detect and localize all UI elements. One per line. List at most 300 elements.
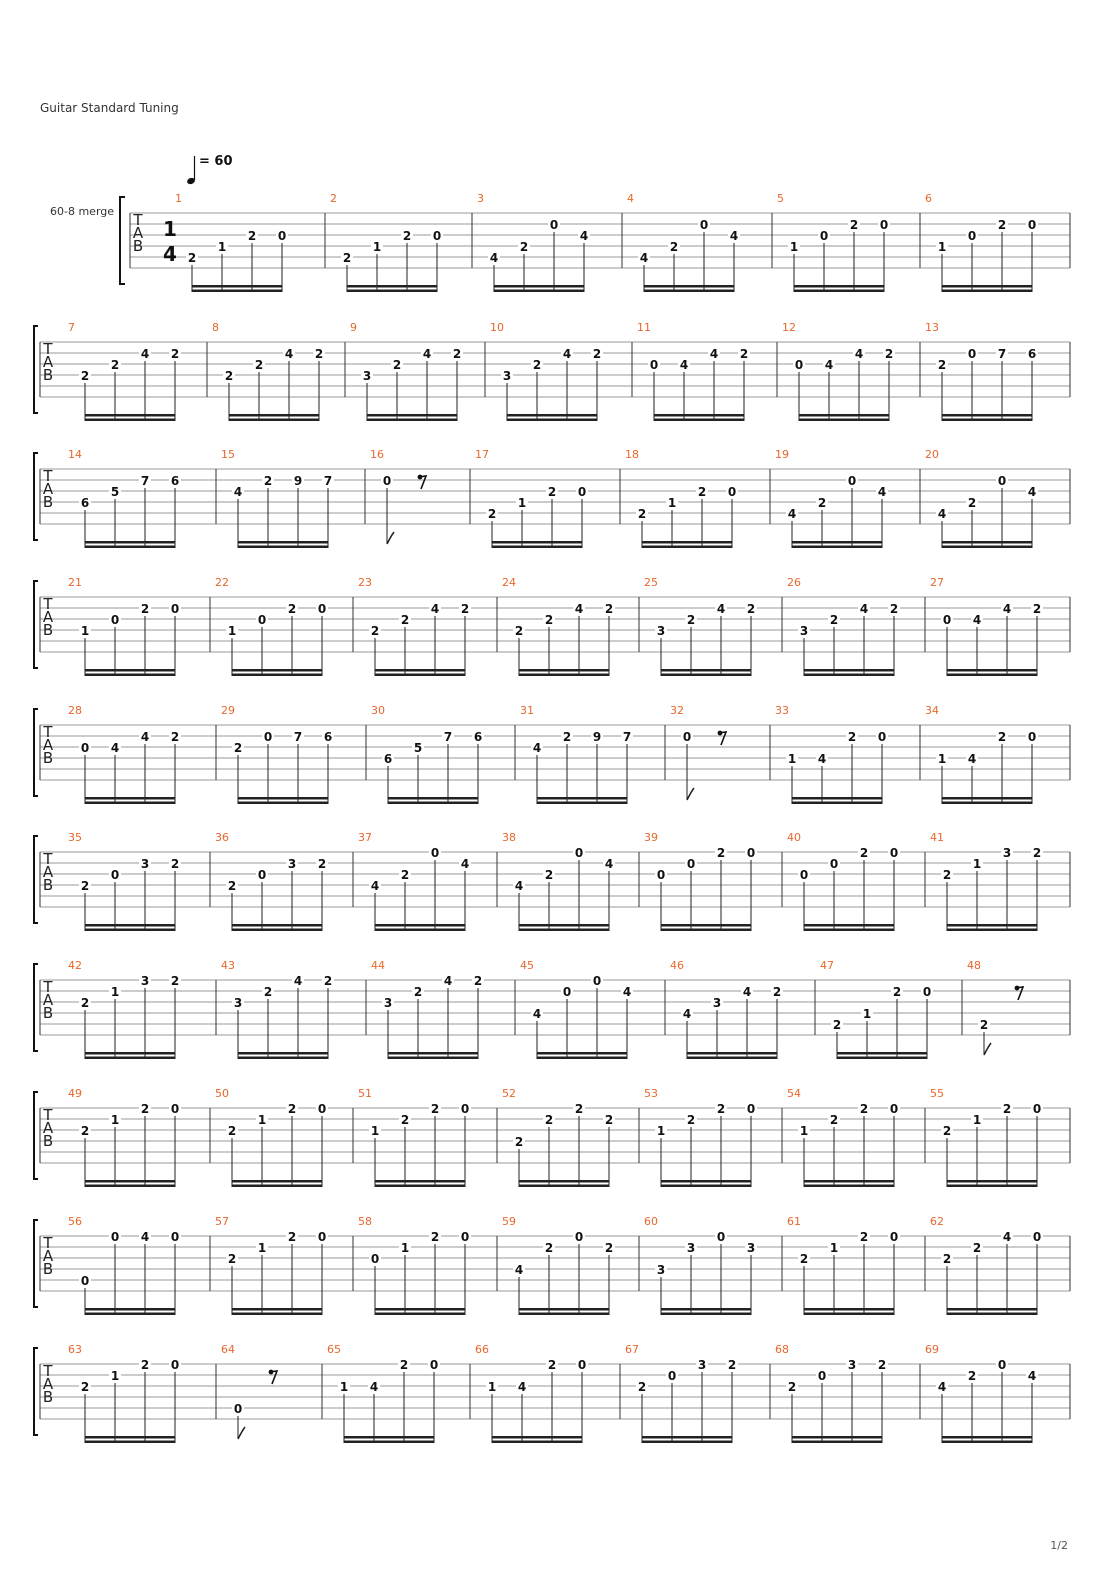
fret-number: 2	[430, 1230, 440, 1244]
fret-number: 0	[257, 868, 267, 882]
beam	[942, 1441, 1032, 1444]
beam	[85, 1185, 175, 1188]
fret-number: 4	[824, 358, 834, 372]
fret-number: 0	[80, 741, 90, 755]
beam	[494, 290, 584, 293]
fret-number: 2	[413, 985, 423, 999]
measure-number: 39	[644, 831, 658, 844]
fret-number: 2	[460, 602, 470, 616]
measure-number: 53	[644, 1087, 658, 1100]
tab-clef-letter: B	[42, 1260, 54, 1278]
beam	[642, 1436, 732, 1439]
beam	[232, 1180, 322, 1183]
beam	[229, 414, 319, 417]
fret-number: 2	[80, 879, 90, 893]
fret-number: 0	[317, 602, 327, 616]
fret-number: 0	[879, 218, 889, 232]
fret-number: 2	[847, 730, 857, 744]
fret-number: 2	[170, 347, 180, 361]
time-signature-bottom: 4	[163, 242, 177, 266]
fret-number: 0	[656, 868, 666, 882]
fret-number: 0	[430, 846, 440, 860]
fret-number: 4	[140, 1230, 150, 1244]
fret-number: 2	[170, 730, 180, 744]
fret-number: 2	[562, 730, 572, 744]
measure-number: 21	[68, 576, 82, 589]
beam	[942, 285, 1032, 288]
fret-number: 2	[716, 1102, 726, 1116]
tab-clef-letter: B	[132, 237, 144, 255]
measure-number: 4	[627, 192, 634, 205]
fret-number: 3	[1002, 846, 1012, 860]
fret-number: 2	[263, 985, 273, 999]
fret-number: 7	[997, 347, 1007, 361]
fret-number: 4	[233, 485, 243, 499]
fret-number: 0	[110, 1230, 120, 1244]
beam	[799, 414, 889, 417]
beam	[947, 1180, 1037, 1183]
fret-number: 2	[519, 240, 529, 254]
beam	[661, 669, 751, 672]
eighth-flag	[687, 788, 694, 800]
beam	[942, 546, 1032, 549]
beam	[232, 1308, 322, 1311]
fret-number: 1	[829, 1241, 839, 1255]
beam	[804, 674, 894, 677]
measure-number: 16	[370, 448, 384, 461]
beam	[85, 419, 175, 422]
fret-number: 3	[697, 1358, 707, 1372]
fret-number: 6	[1027, 347, 1037, 361]
measure-number: 57	[215, 1215, 229, 1228]
fret-number: 0	[562, 985, 572, 999]
fret-number: 2	[799, 1252, 809, 1266]
fret-number: 0	[727, 485, 737, 499]
measure-number: 51	[358, 1087, 372, 1100]
beam	[537, 1052, 627, 1055]
fret-number: 2	[1032, 846, 1042, 860]
fret-number: 2	[997, 730, 1007, 744]
fret-number: 0	[257, 613, 267, 627]
fret-number: 4	[460, 857, 470, 871]
fret-number: 2	[727, 1358, 737, 1372]
measure-number: 65	[327, 1343, 341, 1356]
tab-clef-letter: T	[43, 1106, 53, 1124]
fret-number: 1	[257, 1113, 267, 1127]
fret-number: 0	[577, 1358, 587, 1372]
fret-number: 2	[979, 1018, 989, 1032]
fret-number: 5	[413, 741, 423, 755]
fret-number: 2	[547, 485, 557, 499]
measure-number: 26	[787, 576, 801, 589]
fret-number: 2	[889, 602, 899, 616]
beam	[85, 674, 175, 677]
tab-clef-letter: T	[133, 211, 143, 229]
beam	[507, 419, 597, 422]
beam	[661, 1308, 751, 1311]
measure-number: 68	[775, 1343, 789, 1356]
beam	[375, 669, 465, 672]
fret-number: 3	[686, 1241, 696, 1255]
fret-number: 2	[314, 347, 324, 361]
beam	[804, 1308, 894, 1311]
tab-clef-letter: B	[42, 1388, 54, 1406]
fret-number: 2	[514, 1135, 524, 1149]
beam	[85, 797, 175, 800]
system-bracket	[34, 836, 38, 923]
tab-clef-letter: A	[42, 1247, 54, 1265]
fret-number: 6	[170, 474, 180, 488]
fret-number: 2	[1002, 1102, 1012, 1116]
fret-number: 2	[400, 868, 410, 882]
fret-number: 2	[544, 613, 554, 627]
fret-number: 0	[432, 229, 442, 243]
measure-number: 59	[502, 1215, 516, 1228]
fret-number: 2	[514, 624, 524, 638]
fret-number: 0	[233, 1402, 243, 1416]
beam	[947, 929, 1037, 932]
fret-number: 0	[80, 1274, 90, 1288]
fret-number: 0	[967, 347, 977, 361]
fret-number: 0	[922, 985, 932, 999]
beam	[792, 1436, 882, 1439]
measure-number: 46	[670, 959, 684, 972]
fret-number: 2	[80, 1380, 90, 1394]
fret-number: 9	[592, 730, 602, 744]
fret-number: 2	[859, 1230, 869, 1244]
fret-number: 0	[170, 1358, 180, 1372]
fret-number: 2	[254, 358, 264, 372]
beam	[85, 541, 175, 544]
fret-number: 1	[972, 857, 982, 871]
measure-number: 8	[212, 321, 219, 334]
eighth-flag	[238, 1427, 245, 1439]
fret-number: 2	[686, 613, 696, 627]
beam	[661, 674, 751, 677]
measure-number: 35	[68, 831, 82, 844]
fret-number: 0	[1027, 218, 1037, 232]
fret-number: 2	[170, 974, 180, 988]
fret-number: 7	[443, 730, 453, 744]
beam	[519, 924, 609, 927]
fret-number: 2	[110, 358, 120, 372]
fret-number: 2	[187, 251, 197, 265]
beam	[661, 924, 751, 927]
fret-number: 0	[967, 229, 977, 243]
fret-number: 2	[604, 1241, 614, 1255]
beam	[85, 1436, 175, 1439]
fret-number: 2	[592, 347, 602, 361]
measure-number: 44	[371, 959, 385, 972]
measure-number: 2	[330, 192, 337, 205]
measure-number: 24	[502, 576, 516, 589]
beam	[388, 797, 478, 800]
beam	[375, 1308, 465, 1311]
measure-number: 52	[502, 1087, 516, 1100]
beam	[794, 290, 884, 293]
measure-number: 34	[925, 704, 939, 717]
measure-number: 17	[475, 448, 489, 461]
measure-number: 36	[215, 831, 229, 844]
tempo-value: = 60	[199, 154, 233, 169]
fret-number: 3	[656, 1263, 666, 1277]
beam	[85, 1057, 175, 1060]
fret-number: 4	[1027, 1369, 1037, 1383]
measure-number: 50	[215, 1087, 229, 1100]
fret-number: 1	[862, 1007, 872, 1021]
measure-number: 3	[477, 192, 484, 205]
measure-number: 28	[68, 704, 82, 717]
fret-number: 0	[577, 485, 587, 499]
tab-clef-letter: T	[43, 978, 53, 996]
fret-number: 1	[667, 496, 677, 510]
fret-number: 2	[140, 602, 150, 616]
fret-number: 2	[942, 868, 952, 882]
fret-number: 2	[80, 1124, 90, 1138]
fret-number: 2	[547, 1358, 557, 1372]
fret-number: 3	[140, 974, 150, 988]
fret-number: 0	[549, 218, 559, 232]
fret-number: 4	[562, 347, 572, 361]
system-bracket	[34, 1092, 38, 1179]
measure-number: 42	[68, 959, 82, 972]
beam	[537, 802, 627, 805]
fret-number: 2	[877, 1358, 887, 1372]
beam	[344, 1441, 434, 1444]
fret-number: 4	[443, 974, 453, 988]
measure-number: 40	[787, 831, 801, 844]
fret-number: 4	[293, 974, 303, 988]
fret-number: 2	[544, 868, 554, 882]
beam	[85, 924, 175, 927]
fret-number: 2	[884, 347, 894, 361]
system-bracket	[34, 964, 38, 1051]
fret-number: 0	[460, 1102, 470, 1116]
fret-number: 4	[514, 1263, 524, 1277]
measure-number: 13	[925, 321, 939, 334]
fret-number: 2	[686, 1113, 696, 1127]
fret-number: 2	[829, 1113, 839, 1127]
beam	[654, 414, 744, 417]
fret-number: 4	[937, 507, 947, 521]
fret-number: 4	[682, 1007, 692, 1021]
fret-number: 2	[604, 1113, 614, 1127]
beam	[947, 669, 1037, 672]
beam	[375, 674, 465, 677]
tab-clef-letter: B	[42, 749, 54, 767]
fret-number: 3	[233, 996, 243, 1010]
beam	[238, 797, 328, 800]
beam	[375, 929, 465, 932]
beam	[519, 1313, 609, 1316]
beam	[85, 1180, 175, 1183]
beam	[942, 290, 1032, 293]
beam	[232, 1185, 322, 1188]
fret-number: 2	[669, 240, 679, 254]
fret-number: 2	[942, 1124, 952, 1138]
tab-clef-letter: A	[42, 991, 54, 1009]
fret-number: 2	[637, 507, 647, 521]
fret-number: 4	[622, 985, 632, 999]
fret-number: 1	[937, 240, 947, 254]
fret-number: 2	[430, 1102, 440, 1116]
beam	[388, 1057, 478, 1060]
fret-number: 9	[293, 474, 303, 488]
measure-number: 47	[820, 959, 834, 972]
beam	[344, 1436, 434, 1439]
beam	[942, 797, 1032, 800]
fret-number: 2	[739, 347, 749, 361]
measure-number: 7	[68, 321, 75, 334]
tab-clef-letter: T	[43, 723, 53, 741]
fret-number: 0	[699, 218, 709, 232]
beam	[388, 1052, 478, 1055]
beam	[947, 1313, 1037, 1316]
fret-number: 2	[227, 1252, 237, 1266]
fret-number: 4	[579, 229, 589, 243]
beam	[942, 541, 1032, 544]
measure-number: 56	[68, 1215, 82, 1228]
fret-number: 4	[787, 507, 797, 521]
fret-number: 2	[233, 741, 243, 755]
measure-number: 9	[350, 321, 357, 334]
fret-number: 4	[1002, 602, 1012, 616]
beam	[804, 1180, 894, 1183]
measure-number: 38	[502, 831, 516, 844]
fret-number: 2	[967, 1369, 977, 1383]
measure-number: 45	[520, 959, 534, 972]
beam	[492, 546, 582, 549]
tab-clef-letter: B	[42, 621, 54, 639]
fret-number: 0	[817, 1369, 827, 1383]
fret-number: 1	[370, 1124, 380, 1138]
fret-number: 4	[709, 347, 719, 361]
fret-number: 2	[859, 846, 869, 860]
fret-number: 1	[110, 985, 120, 999]
fret-number: 1	[789, 240, 799, 254]
fret-number: 0	[829, 857, 839, 871]
fret-number: 2	[287, 1230, 297, 1244]
beam	[388, 802, 478, 805]
measure-number: 31	[520, 704, 534, 717]
fret-number: 4	[937, 1380, 947, 1394]
measure-number: 25	[644, 576, 658, 589]
beam	[661, 929, 751, 932]
system-bracket	[34, 326, 38, 413]
fret-number: 2	[287, 1102, 297, 1116]
tab-clef-letter: T	[43, 595, 53, 613]
fret-number: 0	[263, 730, 273, 744]
beam	[942, 414, 1032, 417]
fret-number: 3	[746, 1241, 756, 1255]
beam	[232, 929, 322, 932]
fret-number: 0	[317, 1230, 327, 1244]
measure-number: 14	[68, 448, 82, 461]
fret-number: 0	[649, 358, 659, 372]
fret-number: 0	[170, 602, 180, 616]
beam	[519, 674, 609, 677]
fret-number: 2	[392, 358, 402, 372]
track-name: 60-8 merge	[50, 205, 115, 218]
fret-number: 2	[697, 485, 707, 499]
fret-number: 6	[323, 730, 333, 744]
fret-number: 2	[80, 369, 90, 383]
beam	[85, 414, 175, 417]
fret-number: 4	[370, 879, 380, 893]
fret-number: 6	[383, 752, 393, 766]
beam	[792, 802, 882, 805]
beam	[942, 1436, 1032, 1439]
fret-number: 3	[799, 624, 809, 638]
beam	[519, 929, 609, 932]
measure-number: 64	[221, 1343, 235, 1356]
fret-number: 4	[877, 485, 887, 499]
beam	[837, 1057, 927, 1060]
fret-number: 1	[787, 752, 797, 766]
tab-clef-letter: A	[42, 736, 54, 754]
measure-number: 63	[68, 1343, 82, 1356]
fret-number: 0	[170, 1102, 180, 1116]
fret-number: 0	[889, 846, 899, 860]
fret-number: 2	[170, 857, 180, 871]
beam	[347, 285, 437, 288]
fret-number: 0	[847, 474, 857, 488]
beam	[229, 419, 319, 422]
fret-number: 1	[110, 1369, 120, 1383]
measure-number: 69	[925, 1343, 939, 1356]
measure-number: 67	[625, 1343, 639, 1356]
measure-number: 54	[787, 1087, 801, 1100]
measure-number: 30	[371, 704, 385, 717]
beam	[85, 1052, 175, 1055]
beam	[642, 541, 732, 544]
tab-clef-letter: A	[42, 1119, 54, 1137]
beam	[537, 797, 627, 800]
system-bracket	[34, 581, 38, 668]
beam	[947, 674, 1037, 677]
fret-number: 0	[667, 1369, 677, 1383]
fret-number: 2	[937, 358, 947, 372]
fret-number: 2	[487, 507, 497, 521]
measure-number: 1	[175, 192, 182, 205]
measure-number: 27	[930, 576, 944, 589]
fret-number: 2	[473, 974, 483, 988]
beam	[232, 674, 322, 677]
fret-number: 0	[746, 846, 756, 860]
fret-number: 2	[80, 996, 90, 1010]
fret-number: 0	[1027, 730, 1037, 744]
fret-number: 2	[370, 624, 380, 638]
fret-number: 0	[889, 1102, 899, 1116]
fret-number: 4	[854, 347, 864, 361]
fret-number: 7	[323, 474, 333, 488]
measure-number: 22	[215, 576, 229, 589]
fret-number: 4	[140, 347, 150, 361]
measure-number: 48	[967, 959, 981, 972]
eighth-flag	[387, 532, 394, 544]
fret-number: 2	[263, 474, 273, 488]
fret-number: 0	[799, 868, 809, 882]
beam	[661, 1185, 751, 1188]
fret-number: 2	[859, 1102, 869, 1116]
fret-number: 0	[110, 613, 120, 627]
fret-number: 4	[369, 1380, 379, 1394]
beam	[644, 290, 734, 293]
fret-number: 0	[746, 1102, 756, 1116]
beam	[794, 285, 884, 288]
fret-number: 2	[544, 1241, 554, 1255]
beam	[85, 669, 175, 672]
